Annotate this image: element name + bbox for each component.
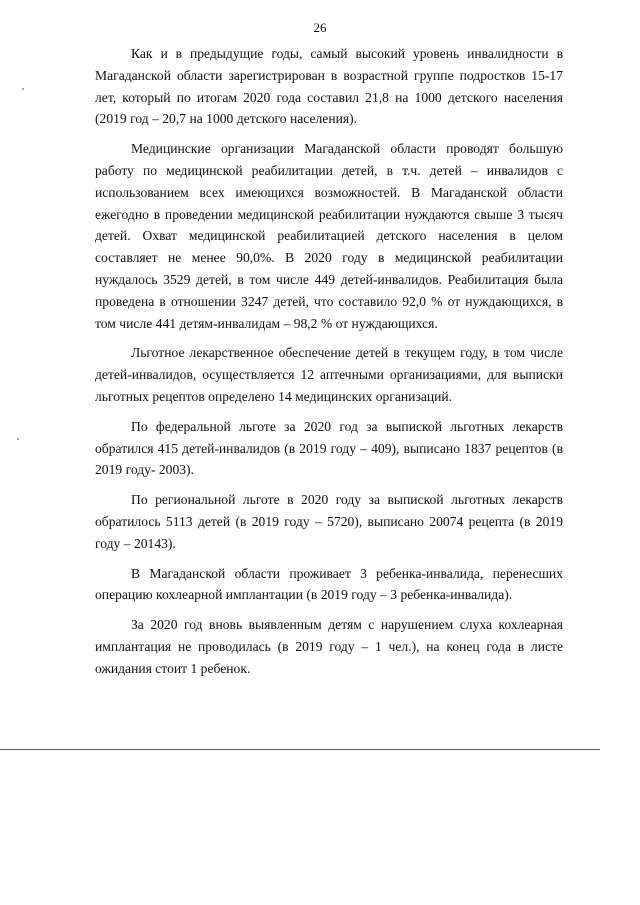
paragraph-cochlear-implant-waiting: За 2020 год вновь выявленным детям с нарушением слуха кохлеарная имплантация не проводилась (в 2019 году – 1 чел.), на конец года в листе ожидания стоит 1 ребенок.: [95, 617, 563, 676]
paragraph-preferential-drug-supply: Льготное лекарственное обеспечение детей в текущем году, в том числе детей-инвалидов, осуществляется 12 аптечными организациями, для выписки льготных рецептов определено 14 медицинских организаций.: [95, 345, 563, 404]
paragraph-regional-benefit: По региональной льготе в 2020 году за выпиской льготных лекарств обратилось 5113 детей (в 2019 году – 5720), выписано 20074 рецепта (в 2019 году – 20143).: [95, 492, 563, 551]
paragraph-cochlear-implant-residents: В Магаданской области проживает 3 ребенка-инвалида, перенесших операцию кохлеарной имплантации (в 2019 году – 3 ребенка-инвалида).: [95, 565, 563, 603]
scan-speck: [17, 438, 19, 440]
paragraph-medical-rehabilitation: Медицинские организации Магаданской области проводят большую работу по медицинской реабилитации детей, в т.ч. детей – инвалидов с использованием всех имеющихся возможностей. В Магаданской области ежегодно в проведении медицинской реабилитации нуждаются свыше 3 тысяч детей. Охват медицинской реабилитацией детского населения в целом составляет не менее 90,0%. В 2020 году в медицинской реабилитации нуждалось 3529 детей, в том числе 449 детей-инвалидов. Реабилитация была проведена в отношении 3247 детей, что составило 92,0 % от нуждающихся, в том числе 441 детям-инвалидам – 98,2 % от нуждающихся.: [95, 141, 563, 331]
page-number: 26: [313, 20, 327, 35]
paragraph-disability-level: Как и в предыдущие годы, самый высокий уровень инвалидности в Магаданской области зарегистрирован в возрастной группе подростков 15-17 лет, который по итогам 2020 года составил 21,8 на 1000 детского населения (2019 год – 20,7 на 1000 детского населения).: [95, 46, 563, 127]
paragraph-federal-benefit: По федеральной льготе за 2020 год за выпиской льготных лекарств обратился 415 детей-инвалидов (в 2019 году – 409), выписано 1837 рецептов (в 2019 году- 2003).: [95, 418, 563, 478]
document-body: [95, 43, 563, 688]
scan-speck: [22, 88, 24, 90]
scan-edge-line: [0, 749, 600, 750]
